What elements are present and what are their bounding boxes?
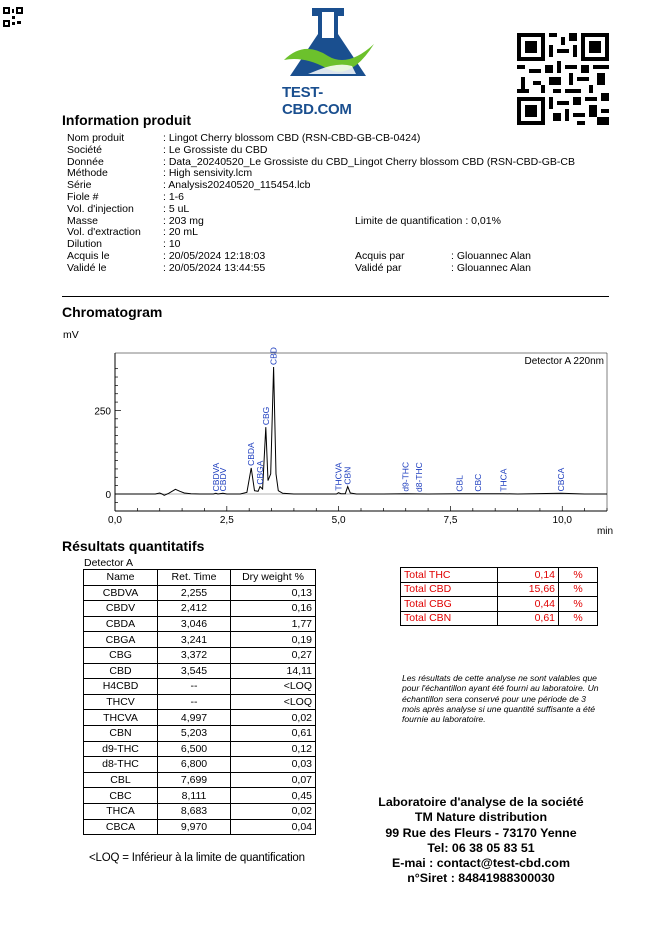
cell-ret-time: 8,683 xyxy=(158,803,231,819)
info-value: : 5 uL xyxy=(163,202,190,215)
chromatogram-trace xyxy=(115,367,607,495)
peak-label-cbl: CBL xyxy=(454,475,465,492)
peak-label-thcva: THCVA xyxy=(333,462,344,491)
info-value: : 20/05/2024 12:18:03 xyxy=(163,249,266,262)
results-detector: Detector A xyxy=(84,557,134,569)
peak-label-cbd: CBD xyxy=(268,347,279,365)
total-row xyxy=(401,611,598,626)
table-row xyxy=(84,632,316,648)
cell-name: d9-THC xyxy=(84,741,158,757)
total-unit: % xyxy=(559,568,598,583)
chromatogram-chart xyxy=(60,345,620,545)
cell-ret-time: 2,255 xyxy=(158,585,231,601)
peak-label-cbn: CBN xyxy=(342,466,353,485)
table-row xyxy=(84,585,316,601)
cell-ret-time: 5,203 xyxy=(158,725,231,741)
cell-ret-time: 3,241 xyxy=(158,632,231,648)
cell-ret-time: 7,699 xyxy=(158,772,231,788)
lab-line-1: Laboratoire d'analyse de la société xyxy=(378,795,584,809)
total-row xyxy=(401,597,598,612)
cell-dry-weight: 0,19 xyxy=(231,632,316,648)
cell-dry-weight: 1,77 xyxy=(231,616,316,632)
col-dry-weight: Dry weight % xyxy=(231,570,316,586)
info-value: : High sensivity.lcm xyxy=(163,167,253,180)
cell-name: CBDVA xyxy=(84,585,158,601)
info-label: Série xyxy=(67,179,92,192)
total-unit: % xyxy=(559,611,598,626)
x-tick-label: 7,5 xyxy=(443,515,458,526)
table-row xyxy=(84,772,316,788)
cell-dry-weight: <LOQ xyxy=(231,679,316,695)
info-value-2: : Glouannec Alan xyxy=(451,261,531,274)
cell-name: CBC xyxy=(84,788,158,804)
cell-ret-time: 6,500 xyxy=(158,741,231,757)
peak-label-d9-thc: d9-THC xyxy=(400,461,411,492)
total-label: Total THC xyxy=(401,568,498,583)
info-value: : Data_20240520_Le Grossiste du CBD_Lingot Cherry blossom CBD (RSN-CBD-GB-CB xyxy=(163,155,576,168)
totals-table xyxy=(400,567,598,626)
cell-ret-time: 3,372 xyxy=(158,647,231,663)
results-table xyxy=(83,569,316,835)
peak-label-cbdv: CBDV xyxy=(217,467,228,492)
cell-dry-weight: 0,13 xyxy=(231,585,316,601)
info-value: : 20/05/2024 13:44:55 xyxy=(163,261,266,274)
chromatogram-title: Chromatogram xyxy=(62,304,163,320)
info-label: Vol. d'extraction xyxy=(67,226,141,239)
cell-name: CBDV xyxy=(84,601,158,617)
info-label: Dilution xyxy=(67,238,103,251)
info-label: Société xyxy=(67,143,103,156)
table-row xyxy=(84,647,316,663)
cell-ret-time: 9,970 xyxy=(158,819,231,835)
divider xyxy=(62,296,609,297)
cell-dry-weight: <LOQ xyxy=(231,694,316,710)
col-ret-time: Ret. Time xyxy=(158,570,231,586)
lab-address xyxy=(350,795,612,887)
lab-siret: n°Siret : 84841988300030 xyxy=(407,871,555,886)
lab-line-2: TM Nature distribution xyxy=(414,810,548,825)
cell-ret-time: 3,046 xyxy=(158,616,231,632)
cell-ret-time: -- xyxy=(158,679,231,695)
cell-ret-time: 8,111 xyxy=(158,788,231,804)
info-value: : Le Grossiste du CBD xyxy=(163,143,268,156)
peak-label-cbdva: CBDVA xyxy=(210,462,221,492)
cell-name: CBGA xyxy=(84,632,158,648)
table-row xyxy=(84,710,316,726)
cell-dry-weight: 0,61 xyxy=(231,725,316,741)
peak-label-cbc: CBC xyxy=(472,473,483,492)
info-label: Fiole # xyxy=(67,190,99,203)
info-value: : Lingot Cherry blossom CBD (RSN-CBD-GB-CB-0424) xyxy=(163,132,421,144)
x-unit-label: min xyxy=(596,526,614,537)
validity-note: Les résultats de cette analyse ne sont valables que pour l'échantillon ayant été fourni au laboratoire. Un échantillon sera conservé pour une période de 3 mois après analyse si une quantité suffisante a été fournie au laboratoire. xyxy=(402,673,599,725)
cell-dry-weight: 0,16 xyxy=(231,601,316,617)
results-title: Résultats quantitatifs xyxy=(62,538,205,554)
loq-note: <LOQ = Inférieur à la limite de quantification xyxy=(89,852,305,864)
logo xyxy=(278,4,378,118)
cell-name: CBN xyxy=(84,725,158,741)
total-value: 0,61 xyxy=(498,611,559,626)
cell-dry-weight: 0,45 xyxy=(231,788,316,804)
info-label: Donnée xyxy=(67,155,104,168)
y-tick-label: 250 xyxy=(94,406,111,418)
cell-dry-weight: 0,02 xyxy=(231,803,316,819)
peak-label-cbca: CBCA xyxy=(555,467,566,492)
flask-logo-icon xyxy=(278,4,378,84)
peak-label-cbda: CBDA xyxy=(246,442,257,466)
cell-name: CBL xyxy=(84,772,158,788)
cell-dry-weight: 0,27 xyxy=(231,647,316,663)
cell-ret-time: 2,412 xyxy=(158,601,231,617)
total-unit: % xyxy=(559,597,598,612)
info-label: Acquis le xyxy=(67,249,110,262)
lab-line-3: 99 Rue des Fleurs - 73170 Yenne xyxy=(385,825,577,840)
total-value: 0,14 xyxy=(498,568,559,583)
peak-label-cbga: CBGA xyxy=(254,460,265,485)
x-tick-label: 0,0 xyxy=(108,515,122,526)
cell-name: CBD xyxy=(84,663,158,679)
table-row xyxy=(84,616,316,632)
cell-name: CBG xyxy=(84,647,158,663)
lab-email: E-mai : contact@test-cbd.com xyxy=(391,856,570,871)
table-row xyxy=(84,788,316,804)
peak-label-cbg: CBG xyxy=(260,406,271,426)
cell-dry-weight: 0,03 xyxy=(231,757,316,773)
cell-ret-time: -- xyxy=(158,694,231,710)
info-label: Masse xyxy=(67,214,98,227)
total-value: 15,66 xyxy=(498,582,559,597)
table-row xyxy=(84,803,316,819)
peak-label-d8-thc: d8-THC xyxy=(414,462,425,492)
total-label: Total CBN xyxy=(401,611,498,626)
table-row xyxy=(84,819,316,835)
cell-name: d8-THC xyxy=(84,757,158,773)
cell-name: THCA xyxy=(84,803,158,819)
info-label: Méthode xyxy=(67,167,108,180)
info-label-2: Acquis par xyxy=(355,249,405,262)
total-label: Total CBD xyxy=(401,582,498,597)
total-row xyxy=(401,582,598,597)
table-row xyxy=(84,679,316,695)
cell-dry-weight: 0,04 xyxy=(231,819,316,835)
info-value: : Analysis20240520_115454.lcb xyxy=(163,179,311,192)
info-value-2: : Glouannec Alan xyxy=(451,249,531,262)
cell-name: CBCA xyxy=(84,819,158,835)
table-row xyxy=(84,663,316,679)
table-row xyxy=(84,725,316,741)
info-label: Validé le xyxy=(67,261,107,274)
total-row xyxy=(401,568,598,583)
small-qr-icon xyxy=(3,7,23,27)
x-tick-label: 10,0 xyxy=(552,515,573,526)
cell-ret-time: 6,800 xyxy=(158,757,231,773)
y-unit-label: mV xyxy=(63,329,79,341)
logo-text: TEST-CBD.COM xyxy=(282,84,352,118)
cell-ret-time: 3,545 xyxy=(158,663,231,679)
peak-label-thca: THCA xyxy=(498,468,509,492)
cell-dry-weight: 0,12 xyxy=(231,741,316,757)
cell-dry-weight: 0,02 xyxy=(231,710,316,726)
cell-name: THCV xyxy=(84,694,158,710)
info-label-2: Validé par xyxy=(355,261,402,274)
info-value: : 20 mL xyxy=(163,226,199,239)
product-info-title: Information produit xyxy=(62,112,192,128)
qr-code-icon xyxy=(517,33,609,125)
info-label: Vol. d'injection xyxy=(67,202,134,215)
info-value: : 10 xyxy=(163,238,181,251)
cell-name: CBDA xyxy=(84,616,158,632)
total-unit: % xyxy=(559,582,598,597)
info-label-2: Limite de quantification : 0,01% xyxy=(355,214,501,227)
cell-name: H4CBD xyxy=(84,679,158,695)
table-row xyxy=(84,601,316,617)
table-row xyxy=(84,741,316,757)
x-tick-label: 5,0 xyxy=(331,515,346,526)
info-value: : 203 mg xyxy=(163,214,204,227)
detector-label: Detector A 220nm xyxy=(524,356,604,367)
col-name: Name xyxy=(84,570,158,586)
info-label: Nom produit xyxy=(67,132,125,144)
total-value: 0,44 xyxy=(498,597,559,612)
cell-dry-weight: 14,11 xyxy=(231,663,316,679)
cell-name: THCVA xyxy=(84,710,158,726)
table-row xyxy=(84,757,316,773)
cell-dry-weight: 0,07 xyxy=(231,772,316,788)
y-tick-label: 0 xyxy=(105,490,111,501)
total-label: Total CBG xyxy=(401,597,498,612)
info-value: : 1-6 xyxy=(163,190,185,203)
x-tick-label: 2,5 xyxy=(219,515,234,526)
lab-tel: Tel: 06 38 05 83 51 xyxy=(427,840,535,855)
table-row xyxy=(84,694,316,710)
cell-ret-time: 4,997 xyxy=(158,710,231,726)
